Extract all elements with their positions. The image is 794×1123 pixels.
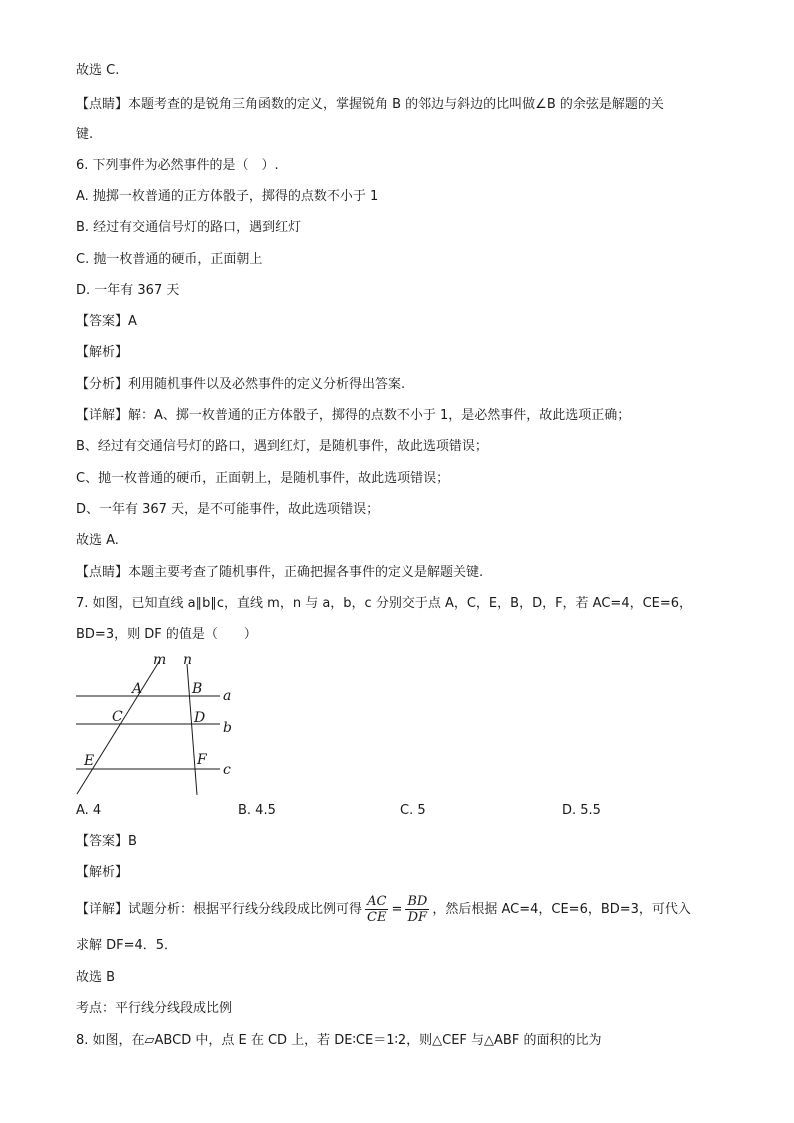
text-segment: ，然后根据 AC=4，CE=6，BD=3，可代入 [432, 902, 691, 917]
text-line: B、经过有交通信号灯的路口，遇到红灯，是随机事件，故此选项错误； [76, 439, 488, 454]
text-line: 故选 B [76, 970, 116, 985]
option-c: C. 抛一枚普通的硬币，正面朝上 [76, 252, 263, 267]
equals-sign: = [391, 902, 403, 917]
text-segment: 【详解】试题分析：根据平行线分线段成比例可得 [76, 902, 363, 917]
fraction-numerator: AC [365, 894, 388, 910]
label-C: C [112, 709, 123, 725]
label-a: a [223, 688, 232, 704]
text-line: D、一年有 367 天，是不可能事件，故此选项错误； [76, 502, 380, 517]
analysis-label: 【解析】 [76, 345, 129, 360]
label-F: F [197, 752, 207, 768]
question-7: 7. 如图，已知直线 a∥b∥c，直线 m，n 与 a，b，c 分别交于点 A，C，E，B，D，F，若 AC=4，CE=6， [76, 596, 693, 611]
question-6: 6. 下列事件为必然事件的是（ ）. [76, 158, 279, 173]
option-b: B. 4.5 [238, 803, 276, 818]
text-line: 键. [76, 127, 94, 142]
line-m [77, 660, 160, 794]
answer-label: 【答案】B [76, 834, 137, 849]
fraction-denominator: DF [407, 910, 428, 925]
option-a: A. 抛掷一枚普通的正方体骰子，掷得的点数不小于 1 [76, 189, 379, 204]
option-a: A. 4 [76, 803, 102, 818]
fraction-ac-ce [365, 894, 388, 925]
text-line: BD=3，则 DF 的值是（ ） [76, 627, 257, 642]
label-A: A [132, 681, 143, 697]
text-line: 【详解】解：A、掷一枚普通的正方体骰子，掷得的点数不小于 1，是必然事件，故此选项正确； [76, 408, 631, 423]
text-line: 求解 DF=4．5． [76, 938, 178, 953]
text-line: 故选 C. [76, 63, 120, 78]
detail-line-with-fraction [76, 892, 691, 928]
fraction-numerator: BD [407, 894, 428, 909]
fraction-bd-df [405, 894, 429, 925]
text-line: 【点睛】本题主要考查了随机事件，正确把握各事件的定义是解题关键. [76, 565, 484, 580]
fraction-denominator: CE [367, 910, 387, 925]
text-line: 【点睛】本题考查的是锐角三角函数的定义，掌握锐角 B 的邻边与斜边的比叫做∠B 的余弦是解题的关 [76, 97, 664, 112]
label-B: B [192, 681, 203, 697]
label-E: E [84, 753, 95, 769]
option-d: D. 5.5 [562, 803, 601, 818]
option-b: B. 经过有交通信号灯的路口，遇到红灯 [76, 220, 302, 235]
label-D: D [194, 710, 206, 726]
text-line: 故选 A. [76, 533, 119, 548]
label-c: c [223, 762, 231, 778]
text-line: 【分析】利用随机事件以及必然事件的定义分析得出答案. [76, 377, 406, 392]
analysis-label: 【解析】 [76, 865, 129, 880]
text-line: C、抛一枚普通的硬币，正面朝上，是随机事件，故此选项错误； [76, 471, 450, 486]
parallel-lines-figure [70, 648, 250, 800]
answer-label: 【答案】A [76, 314, 137, 329]
label-b: b [223, 720, 232, 736]
option-d: D. 一年有 367 天 [76, 283, 180, 298]
label-n: n [183, 652, 193, 668]
text-line: 考点：平行线分线段成比例 [76, 1001, 233, 1016]
option-c: C. 5 [400, 803, 426, 818]
question-8: 8. 如图，在▱ABCD 中，点 E 在 CD 上，若 DE∶CE＝1∶2，则△CEF 与△ABF 的面积的比为 [76, 1033, 602, 1048]
label-m: m [153, 652, 167, 668]
